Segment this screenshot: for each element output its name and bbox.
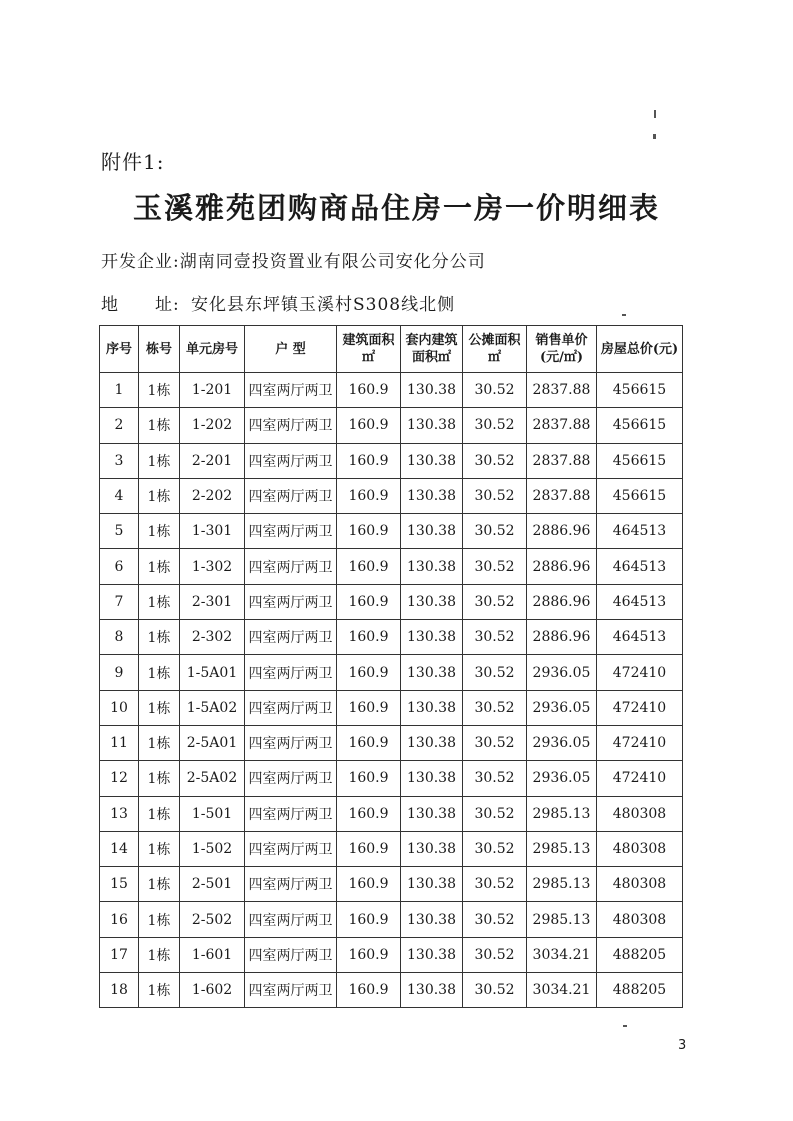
table-cell: 464513 bbox=[597, 620, 683, 655]
table-cell: 130.38 bbox=[401, 902, 463, 937]
table-cell: 1-201 bbox=[180, 373, 245, 408]
table-cell: 30.52 bbox=[463, 478, 527, 513]
table-cell: 1栋 bbox=[139, 937, 180, 972]
table-cell: 130.38 bbox=[401, 655, 463, 690]
table-cell: 1栋 bbox=[139, 796, 180, 831]
table-cell: 四室两厅两卫 bbox=[245, 796, 337, 831]
table-cell: 四室两厅两卫 bbox=[245, 937, 337, 972]
table-cell: 四室两厅两卫 bbox=[245, 761, 337, 796]
table-cell: 1-602 bbox=[180, 973, 245, 1008]
table-row bbox=[100, 373, 683, 408]
table-cell: 6 bbox=[100, 549, 139, 584]
table-body bbox=[100, 373, 683, 1008]
table-cell: 130.38 bbox=[401, 831, 463, 866]
table-cell: 160.9 bbox=[337, 761, 401, 796]
table-cell: 130.38 bbox=[401, 514, 463, 549]
table-cell: 17 bbox=[100, 937, 139, 972]
table-cell: 30.52 bbox=[463, 549, 527, 584]
table-cell: 130.38 bbox=[401, 796, 463, 831]
attachment-label: 附件1: bbox=[101, 150, 165, 174]
table-cell: 1-502 bbox=[180, 831, 245, 866]
table-row bbox=[100, 408, 683, 443]
table-cell: 1-302 bbox=[180, 549, 245, 584]
table-cell: 130.38 bbox=[401, 478, 463, 513]
table-cell: 456615 bbox=[597, 478, 683, 513]
table-cell: 2-202 bbox=[180, 478, 245, 513]
table-row bbox=[100, 937, 683, 972]
table-cell: 2-301 bbox=[180, 584, 245, 619]
table-cell: 130.38 bbox=[401, 620, 463, 655]
table-cell: 四室两厅两卫 bbox=[245, 655, 337, 690]
table-cell: 2-302 bbox=[180, 620, 245, 655]
table-cell: 130.38 bbox=[401, 761, 463, 796]
table-cell: 160.9 bbox=[337, 514, 401, 549]
table-cell: 2-201 bbox=[180, 443, 245, 478]
table-cell: 130.38 bbox=[401, 584, 463, 619]
table-cell: 480308 bbox=[597, 831, 683, 866]
table-cell: 30.52 bbox=[463, 725, 527, 760]
header-cell: 序号 bbox=[100, 326, 139, 373]
table-cell: 10 bbox=[100, 690, 139, 725]
table-row bbox=[100, 443, 683, 478]
table-row bbox=[100, 584, 683, 619]
header-cell: 销售单价(元/㎡) bbox=[527, 326, 597, 373]
table-cell: 160.9 bbox=[337, 690, 401, 725]
table-cell: 130.38 bbox=[401, 443, 463, 478]
table-cell: 2837.88 bbox=[527, 443, 597, 478]
table-cell: 11 bbox=[100, 725, 139, 760]
table-cell: 160.9 bbox=[337, 478, 401, 513]
table-row bbox=[100, 514, 683, 549]
table-cell: 16 bbox=[100, 902, 139, 937]
table-row bbox=[100, 902, 683, 937]
table-cell: 160.9 bbox=[337, 584, 401, 619]
page-title: 玉溪雅苑团购商品住房一房一价明细表 bbox=[132, 191, 660, 225]
table-cell: 2-5A02 bbox=[180, 761, 245, 796]
table-cell: 1栋 bbox=[139, 831, 180, 866]
table-cell: 30.52 bbox=[463, 373, 527, 408]
table-cell: 30.52 bbox=[463, 690, 527, 725]
table-cell: 1栋 bbox=[139, 478, 180, 513]
table-cell: 456615 bbox=[597, 373, 683, 408]
table-cell: 2936.05 bbox=[527, 655, 597, 690]
table-cell: 464513 bbox=[597, 584, 683, 619]
table-cell: 30.52 bbox=[463, 514, 527, 549]
table-cell: 160.9 bbox=[337, 831, 401, 866]
table-row bbox=[100, 761, 683, 796]
table-row bbox=[100, 549, 683, 584]
table-cell: 2 bbox=[100, 408, 139, 443]
table-cell: 2886.96 bbox=[527, 620, 597, 655]
table-cell: 2985.13 bbox=[527, 867, 597, 902]
header-cell: 房屋总价(元) bbox=[597, 326, 683, 373]
table-cell: 2886.96 bbox=[527, 549, 597, 584]
address-value: 安化县东坪镇玉溪村S308线北侧 bbox=[191, 295, 456, 315]
table-cell: 30.52 bbox=[463, 761, 527, 796]
table-row bbox=[100, 690, 683, 725]
table-cell: 四室两厅两卫 bbox=[245, 725, 337, 760]
table-cell: 1-5A02 bbox=[180, 690, 245, 725]
table-cell: 480308 bbox=[597, 867, 683, 902]
table-cell: 12 bbox=[100, 761, 139, 796]
table-cell: 1栋 bbox=[139, 373, 180, 408]
table-cell: 160.9 bbox=[337, 373, 401, 408]
table-cell: 2985.13 bbox=[527, 902, 597, 937]
table-cell: 1-5A01 bbox=[180, 655, 245, 690]
table-cell: 2886.96 bbox=[527, 514, 597, 549]
table-cell: 四室两厅两卫 bbox=[245, 867, 337, 902]
table-cell: 160.9 bbox=[337, 620, 401, 655]
table-cell: 30.52 bbox=[463, 655, 527, 690]
table-cell: 160.9 bbox=[337, 549, 401, 584]
table-cell: 1栋 bbox=[139, 408, 180, 443]
table-cell: 2837.88 bbox=[527, 408, 597, 443]
table-cell: 160.9 bbox=[337, 408, 401, 443]
developer-line bbox=[101, 247, 486, 272]
table-cell: 四室两厅两卫 bbox=[245, 620, 337, 655]
scan-speck bbox=[653, 134, 656, 139]
table-cell: 488205 bbox=[597, 937, 683, 972]
table-cell: 130.38 bbox=[401, 690, 463, 725]
address-line bbox=[101, 290, 455, 315]
table-cell: 160.9 bbox=[337, 973, 401, 1008]
table-cell: 1栋 bbox=[139, 549, 180, 584]
table-cell: 3034.21 bbox=[527, 937, 597, 972]
table-cell: 2837.88 bbox=[527, 478, 597, 513]
table-cell: 1栋 bbox=[139, 902, 180, 937]
table-cell: 1 bbox=[100, 373, 139, 408]
table-cell: 2936.05 bbox=[527, 761, 597, 796]
table-cell: 1栋 bbox=[139, 690, 180, 725]
table-cell: 30.52 bbox=[463, 620, 527, 655]
table-cell: 472410 bbox=[597, 725, 683, 760]
table-cell: 30.52 bbox=[463, 902, 527, 937]
page-number: 3 bbox=[678, 1038, 687, 1053]
table-cell: 30.52 bbox=[463, 831, 527, 866]
table-cell: 5 bbox=[100, 514, 139, 549]
table-cell: 472410 bbox=[597, 655, 683, 690]
scan-speck bbox=[623, 1025, 627, 1027]
table-cell: 1-601 bbox=[180, 937, 245, 972]
table-cell: 四室两厅两卫 bbox=[245, 478, 337, 513]
table-cell: 160.9 bbox=[337, 937, 401, 972]
table-cell: 130.38 bbox=[401, 867, 463, 902]
table-cell: 30.52 bbox=[463, 796, 527, 831]
table-cell: 2-502 bbox=[180, 902, 245, 937]
table-cell: 1栋 bbox=[139, 514, 180, 549]
table-cell: 四室两厅两卫 bbox=[245, 408, 337, 443]
header-cell: 单元房号 bbox=[180, 326, 245, 373]
table-cell: 2-5A01 bbox=[180, 725, 245, 760]
table-cell: 四室两厅两卫 bbox=[245, 584, 337, 619]
table-cell: 130.38 bbox=[401, 373, 463, 408]
table-cell: 480308 bbox=[597, 796, 683, 831]
table-row bbox=[100, 620, 683, 655]
table-row bbox=[100, 973, 683, 1008]
table-cell: 30.52 bbox=[463, 443, 527, 478]
table-cell: 7 bbox=[100, 584, 139, 619]
table-cell: 1栋 bbox=[139, 584, 180, 619]
table-cell: 160.9 bbox=[337, 725, 401, 760]
header-cell: 栋号 bbox=[139, 326, 180, 373]
address-label: 地 址: bbox=[101, 295, 180, 315]
table-cell: 30.52 bbox=[463, 937, 527, 972]
table-cell: 130.38 bbox=[401, 937, 463, 972]
table-cell: 四室两厅两卫 bbox=[245, 973, 337, 1008]
table-cell: 18 bbox=[100, 973, 139, 1008]
table-cell: 130.38 bbox=[401, 408, 463, 443]
table-cell: 四室两厅两卫 bbox=[245, 443, 337, 478]
table-row bbox=[100, 867, 683, 902]
table-row bbox=[100, 478, 683, 513]
table-cell: 130.38 bbox=[401, 973, 463, 1008]
table-cell: 2985.13 bbox=[527, 831, 597, 866]
table-cell: 1栋 bbox=[139, 973, 180, 1008]
table-cell: 464513 bbox=[597, 549, 683, 584]
table-cell: 四室两厅两卫 bbox=[245, 514, 337, 549]
table-cell: 2936.05 bbox=[527, 690, 597, 725]
table-cell: 8 bbox=[100, 620, 139, 655]
table-cell: 3034.21 bbox=[527, 973, 597, 1008]
scan-speck bbox=[654, 110, 656, 118]
table-cell: 488205 bbox=[597, 973, 683, 1008]
table-cell: 15 bbox=[100, 867, 139, 902]
developer-value: 湖南同壹投资置业有限公司安化分公司 bbox=[179, 252, 486, 272]
table-cell: 2-501 bbox=[180, 867, 245, 902]
table-row bbox=[100, 725, 683, 760]
table-cell: 4 bbox=[100, 478, 139, 513]
table-cell: 30.52 bbox=[463, 973, 527, 1008]
table-cell: 9 bbox=[100, 655, 139, 690]
table-row bbox=[100, 831, 683, 866]
table-cell: 1栋 bbox=[139, 620, 180, 655]
table-cell: 14 bbox=[100, 831, 139, 866]
table-cell: 1栋 bbox=[139, 655, 180, 690]
table-cell: 四室两厅两卫 bbox=[245, 831, 337, 866]
table-cell: 3 bbox=[100, 443, 139, 478]
table-cell: 1-501 bbox=[180, 796, 245, 831]
table-cell: 1栋 bbox=[139, 867, 180, 902]
table-cell: 160.9 bbox=[337, 796, 401, 831]
table-cell: 30.52 bbox=[463, 867, 527, 902]
table-cell: 四室两厅两卫 bbox=[245, 690, 337, 725]
table-header-row bbox=[100, 326, 683, 373]
table-row bbox=[100, 655, 683, 690]
table-cell: 160.9 bbox=[337, 655, 401, 690]
table-cell: 456615 bbox=[597, 408, 683, 443]
table-cell: 160.9 bbox=[337, 443, 401, 478]
table-cell: 480308 bbox=[597, 902, 683, 937]
header-cell: 建筑面积㎡ bbox=[337, 326, 401, 373]
header-cell: 户 型 bbox=[245, 326, 337, 373]
table-cell: 472410 bbox=[597, 690, 683, 725]
price-table bbox=[99, 325, 683, 1008]
table-cell: 四室两厅两卫 bbox=[245, 902, 337, 937]
table-cell: 13 bbox=[100, 796, 139, 831]
table-cell: 1栋 bbox=[139, 761, 180, 796]
table-cell: 456615 bbox=[597, 443, 683, 478]
table-cell: 30.52 bbox=[463, 584, 527, 619]
table-cell: 2837.88 bbox=[527, 373, 597, 408]
table-cell: 130.38 bbox=[401, 725, 463, 760]
table-cell: 464513 bbox=[597, 514, 683, 549]
table-cell: 2936.05 bbox=[527, 725, 597, 760]
header-cell: 公摊面积㎡ bbox=[463, 326, 527, 373]
table-cell: 160.9 bbox=[337, 867, 401, 902]
table-cell: 1栋 bbox=[139, 725, 180, 760]
table-cell: 2886.96 bbox=[527, 584, 597, 619]
table-cell: 160.9 bbox=[337, 902, 401, 937]
table-cell: 2985.13 bbox=[527, 796, 597, 831]
header-cell: 套内建筑面积㎡ bbox=[401, 326, 463, 373]
table-cell: 1栋 bbox=[139, 443, 180, 478]
table-cell: 四室两厅两卫 bbox=[245, 549, 337, 584]
table-cell: 四室两厅两卫 bbox=[245, 373, 337, 408]
table-row bbox=[100, 796, 683, 831]
table-cell: 30.52 bbox=[463, 408, 527, 443]
table-cell: 130.38 bbox=[401, 549, 463, 584]
scan-speck bbox=[622, 314, 626, 316]
table-cell: 1-301 bbox=[180, 514, 245, 549]
table-cell: 472410 bbox=[597, 761, 683, 796]
developer-label: 开发企业: bbox=[101, 252, 180, 272]
table-cell: 1-202 bbox=[180, 408, 245, 443]
